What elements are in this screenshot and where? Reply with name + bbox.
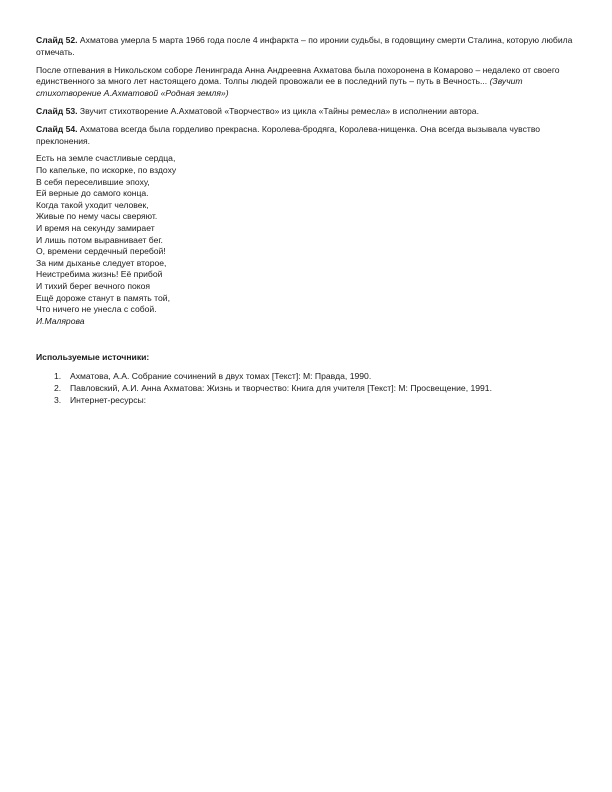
poem-line: Когда такой уходит человек, [36, 199, 149, 210]
source-item [54, 371, 584, 383]
sources-heading: Используемые источники: [36, 352, 150, 363]
source-number: 3. [54, 394, 62, 405]
poem-line: И лишь потом выравнивает бег. [36, 234, 163, 245]
funeral-text: После отпевания в Никольском соборе Ленинграда Анна Андреевна Ахматова была похоронена в Комарово – недалеко от своего единственного за много лет настоящего дома. Толпы людей провожали ее в последний путь – путь в Вечность... [36, 64, 560, 87]
poem-line: Ей верные до самого конца. [36, 188, 149, 199]
slide-52-paragraph [36, 35, 584, 59]
source-number: 2. [54, 383, 62, 394]
slide-53-label: Слайд 53. [36, 105, 78, 116]
source-text: Ахматова, А.А. Собрание сочинений в двух томах [Текст]: М: Правда, 1990. [70, 371, 372, 382]
poem-line: Живые по нему часы сверяют. [36, 211, 158, 222]
poem [36, 153, 584, 327]
poem-line: По капельке, по искорке, по вздоху [36, 164, 177, 175]
document-page [36, 35, 584, 407]
slide-53-text: Звучит стихотворение А.Ахматовой «Творчество» из цикла «Тайны ремесла» в исполнении автора. [77, 105, 479, 116]
poem-line: Что ничего не унесла с собой. [36, 304, 157, 315]
funeral-note: (Звучит стихотворение А.Ахматовой «Родная земля») [36, 76, 523, 99]
poem-line: И время на секунду замирает [36, 222, 155, 233]
source-text: Павловский, А.И. Анна Ахматова: Жизнь и творчество: Книга для учителя [Текст]: М: Просвещение, 1991. [70, 383, 492, 394]
poem-line: Ещё дороже станут в память той, [36, 292, 170, 303]
source-item [54, 395, 584, 407]
slide-54-text: Ахматова всегда была горделиво прекрасна. Королева-бродяга, Королева-нищенка. Она всегда вызывала чувство преклонения. [36, 123, 541, 146]
poem-line: Есть на земле счастливые сердца, [36, 153, 176, 164]
source-item [54, 383, 584, 395]
slide-52-label: Слайд 52. [36, 35, 78, 45]
slide-54-label: Слайд 54. [36, 123, 78, 134]
poem-line: За ним дыханье следует второе, [36, 257, 167, 268]
slide-54-paragraph [36, 124, 584, 148]
poem-line: В себя переселившие эпоху, [36, 176, 150, 187]
sources-list [36, 371, 584, 406]
slide-52-text: Ахматова умерла 5 марта 1966 года после 4 инфаркта – по иронии судьбы, в годовщину смерти Сталина, которую любила отмечать. [36, 35, 573, 57]
poem-author: И.Малярова [36, 315, 85, 326]
funeral-paragraph [36, 65, 584, 100]
source-number: 1. [54, 371, 62, 382]
poem-line: И тихий берег вечного покоя [36, 280, 151, 291]
poem-line: О, времени сердечный перебой! [36, 246, 166, 257]
source-text: Интернет-ресурсы: [70, 394, 147, 405]
slide-53-paragraph [36, 106, 584, 118]
poem-line: Неистребима жизнь! Её прибой [36, 269, 163, 280]
